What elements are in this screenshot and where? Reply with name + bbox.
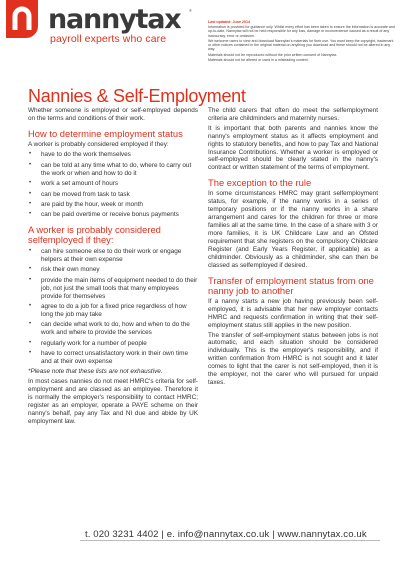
lists-note: *Please note that these lists are not exhaustive. [28,368,163,376]
disclaimer-text: We welcome users to view and download Nannytax's materials for their use. You must keep the copyright, trademark or other notices contained in the original material on anything you download and these should not be altered in any way. [208,39,394,52]
list-item: • can decide what work to do, how and when to do the work and where to provide the services [28,321,198,337]
right-column [208,107,378,389]
employed-criteria-list [28,151,198,219]
footer [0,528,403,542]
header [0,0,403,80]
logo-wordmark: nannytax [48,4,181,35]
paragraph: The child carers that often do meet the selfemployment criteria are childminders and maternity nurses. [208,107,378,122]
list-item: • provide the main items of equipment needed to do their job, not just the small tools that many employees provide for themselves [28,277,198,301]
list-item: • work a set amount of hours [28,180,198,188]
section-heading: The exception to the rule [208,177,312,189]
intro-paragraph: Whether someone is employed or self-employed depends on the terms and conditions of their work. [28,107,198,122]
logo-tagline: payroll experts who care [50,33,167,45]
list-item: • are paid by the hour, week or month [28,201,198,209]
registered-mark: ® [189,8,192,13]
disclaimer [208,20,396,64]
page-title: Nannies & Self-Employment [28,86,246,106]
paragraph: A worker is probably considered employed if they: [28,141,169,149]
nannytax-logo-icon [2,0,42,38]
list-item: • regularly work for a number of people [28,340,198,348]
paragraph: If a nanny starts a new job having previously been self-employed, it is advisable that her new employer contacts HMRC and requests confirmation in writing that their self-employment status still applies in the new position. [208,297,378,329]
list-item: • have to correct unsatisfactory work in their own time and at their own expense [28,350,198,366]
paragraph: In most cases nannies do not meet HMRC's criteria for self-employment and are classed as an employee. Therefore it is normally the employer's responsibility to contact HMRC; register as an employer, operate a PAYE scheme on their nanny's behalf, pay any Tax and NI due and abide by UK employment law. [28,378,198,425]
paragraph: It is important that both parents and nannies know the nanny's employment status as it affects employment and rights to statutory benefits, and how to pay Tax and National Insurance Contributions. Whether a worker is employed or self-employed should be clearly stated in the nanny's contract or written statement of the terms of employment. [208,124,378,172]
contact-line: t. 020 3231 4402 | e. info@nannytax.co.uk | www.nannytax.co.uk [85,529,367,540]
disclaimer-text: Materials should not be altered or used in a misleading context. [208,58,309,63]
disclaimer-text: Materials should not be reproduced without the prior written consent of Nannytax. [208,52,338,57]
section-heading: How to determine employment status [28,127,183,139]
self-employed-criteria-list [28,248,198,366]
list-item: • can be told at any time what to do, where to carry out the work or when and how to do it [28,162,198,178]
list-item: • agree to do a job for a fixed price regardless of how long the job may take [28,303,198,319]
last-updated: Last updated: June 2014 [208,20,250,24]
footer-divider [80,540,380,541]
paragraph: The transfer of self-employment status between jobs is not automatic, and each situation should be considered individually. This is the employer's responsibility, and if written confirmation from HMRC is not sought and it later comes to light that the carer is not self-employed, then it is the employer, not the carer who will pursued for unpaid taxes. [208,331,378,386]
list-item: • can be moved from task to task [28,191,198,199]
section-heading: Transfer of employment status from one nanny job to another [208,274,374,296]
disclaimer-text: Information is provided for guidance only. Whilst every effort has been taken to ensure the information is accurate and up-to-date, Nannytax will not be held responsible for any loss, damage or inconvenience caused as a result of any inaccuracy, error or omission. [208,25,395,38]
list-item: • can hire someone else to do their work or engage helpers at their own expense [28,248,198,264]
list-item: • risk their own money [28,266,198,274]
list-item: • can be paid overtime or receive bonus payments [28,211,198,219]
list-item: • have to do the work themselves [28,151,198,159]
section-heading: A worker is probably considered selfemployed if they: [28,224,161,246]
paragraph: In some circumstances HMRC may grant selfemployment status, for example, if the nanny works in a series of temporary positions or if the nanny works in a share arrangement and cares for the children for three or more families all at the same time. In the case of a share with 3 or more families, it is UK Childcare Law and an Ofsted requirement that she registers on the compulsory Childcare Register (and Early Years Register, if applicable) as a childminder. Obviously as a childminder, she can then be classed as selfemployed if desired. [208,190,378,269]
left-column [28,107,198,428]
